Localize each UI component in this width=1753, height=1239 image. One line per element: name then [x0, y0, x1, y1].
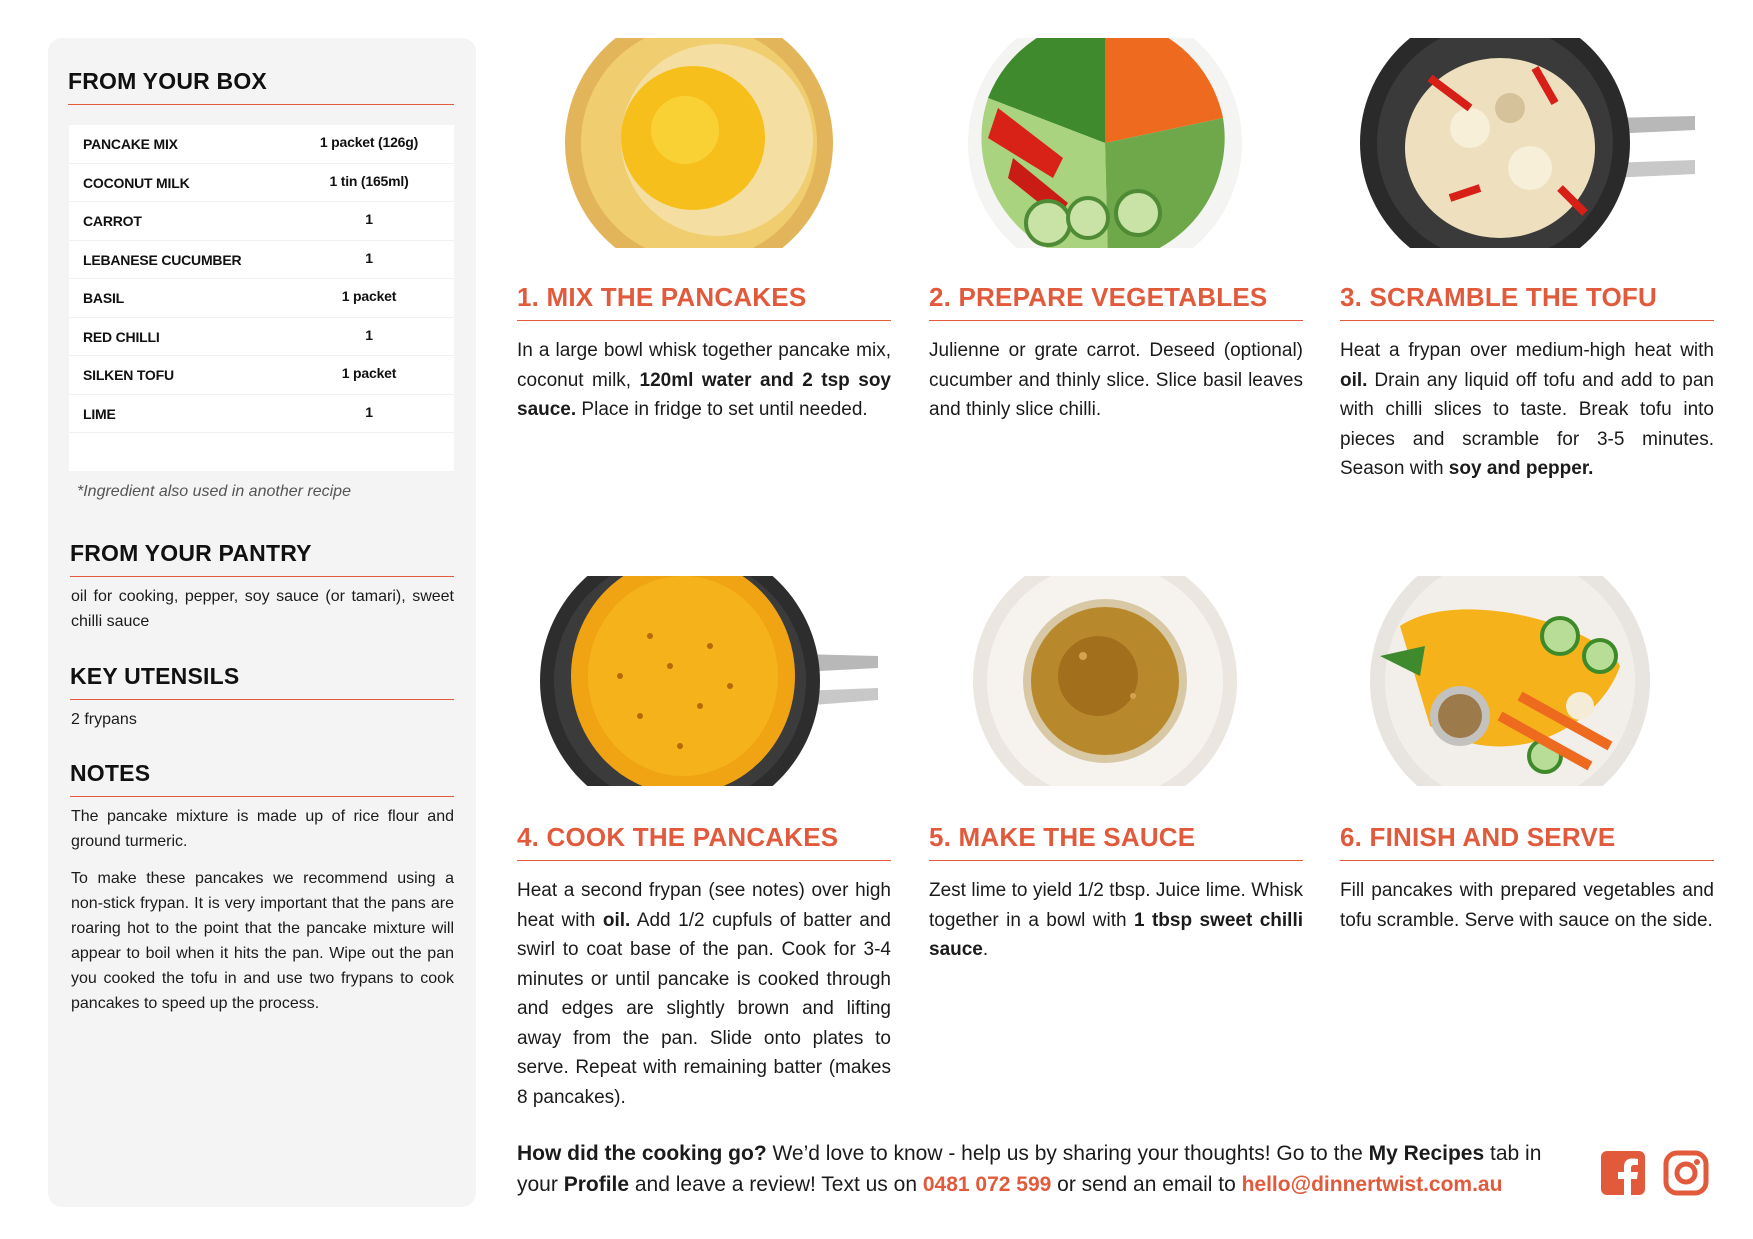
step-5-photo: [973, 576, 1238, 786]
ingredient-qty: 1: [365, 249, 373, 266]
step-1-rule: [517, 320, 891, 321]
ingredient-name: BASIL: [83, 290, 125, 306]
step-4-text: Heat a second frypan (see notes) over high heat with oil. Add 1/2 cupfuls of batter and swirl to coat base of the pan. Cook for 3-4 minutes or until pancake is cooked through and edges are slightly brown and lifting away from the pan. Slide onto plates to serve. Repeat with remaining batter (makes 8 pancakes).: [517, 880, 891, 1108]
utensils-text: 2 frypans: [71, 711, 137, 728]
step-5-title: 5. MAKE THE SAUCE: [929, 822, 1196, 852]
step-3-title: 3. SCRAMBLE THE TOFU: [1340, 282, 1657, 312]
pantry-text: oil for cooking, pepper, soy sauce (or tamari), sweet chilli sauce: [71, 588, 454, 630]
ingredient-row: [69, 395, 454, 434]
email-link[interactable]: hello@dinnertwist.com.au: [1241, 1173, 1503, 1196]
phone-link[interactable]: 0481 072 599: [922, 1173, 1052, 1196]
notes-paragraph-1: The pancake mixture is made up of rice flour and ground turmeric.: [71, 808, 454, 850]
step-3-text: Heat a frypan over medium-high heat with oil. Drain any liquid off tofu and add to pan with chilli slices to taste. Break tofu into pieces and scramble for 3-5 minutes. Season with soy and pepper.: [1340, 340, 1714, 479]
ingredients-table: [69, 125, 454, 471]
feedback-message: How did the cooking go? We’d love to know - help us by sharing your thoughts! Go to the My Recipes tab in your Profile and leave a review! Text us on 0481 072 599 or send an email to hello@dinnertwist.com.au: [517, 1142, 1542, 1196]
step-1-photo: [565, 38, 833, 248]
ingredient-qty: 1: [365, 403, 373, 420]
ingredient-name: CARROT: [83, 213, 142, 229]
my-recipes-ref: My Recipes: [1368, 1142, 1485, 1165]
ingredient-row: [69, 125, 454, 164]
notes-heading: NOTES: [70, 760, 151, 786]
notes-heading-rule: [70, 796, 454, 797]
pantry-heading-rule: [70, 576, 454, 577]
ingredient-qty: 1: [365, 211, 373, 227]
step-2-title: 2. PREPARE VEGETABLES: [929, 282, 1268, 312]
step-3-photo: [1360, 38, 1700, 248]
from-your-pantry-heading: FROM YOUR PANTRY: [70, 540, 312, 566]
ingredient-footnote: *Ingredient also used in another recipe: [77, 483, 351, 500]
instagram-icon[interactable]: [1663, 1150, 1709, 1196]
step-2-photo: [968, 38, 1243, 248]
box-heading-rule: [68, 104, 454, 105]
step-6-text: Fill pancakes with prepared vegetables and tofu scramble. Serve with sauce on the side.: [1340, 880, 1714, 931]
ingredient-name: LEBANESE CUCUMBER: [83, 251, 242, 268]
ingredient-row: [69, 356, 454, 395]
step-4-photo: [540, 576, 880, 786]
facebook-icon[interactable]: [1600, 1150, 1646, 1196]
step-1-title: 1. MIX THE PANCAKES: [517, 282, 807, 312]
feedback-question: How did the cooking go?: [517, 1142, 767, 1165]
ingredient-qty: 1 tin (165ml): [329, 172, 409, 189]
step-5-rule: [929, 860, 1303, 861]
ingredient-name: RED CHILLI: [83, 328, 160, 345]
step-1-text: In a large bowl whisk together pancake mix, coconut milk, 120ml water and 2 tsp soy sauce. Place in fridge to set until needed.: [517, 340, 891, 420]
step-4-rule: [517, 860, 891, 861]
notes-paragraph-2: To make these pancakes we recommend using a non-stick frypan. It is very important that the pans are roaring hot to the point that the pancake mixture will appear to boil when it hits the pan. Wipe out the pan you cooked the tofu in and use two frypans to cook pancakes to speed up the process.: [71, 870, 454, 1012]
ingredient-row: [69, 279, 454, 318]
step-2-rule: [929, 320, 1303, 321]
ingredient-row: [69, 318, 454, 357]
ingredient-name: COCONUT MILK: [83, 174, 190, 191]
step-6-title: 6. FINISH AND SERVE: [1340, 822, 1616, 852]
step-6-photo: [1370, 576, 1650, 786]
profile-ref: Profile: [563, 1173, 630, 1196]
from-your-box-heading: FROM YOUR BOX: [68, 68, 267, 94]
step-3-rule: [1340, 320, 1714, 321]
ingredient-qty: 1: [365, 326, 373, 343]
step-4-title: 4. COOK THE PANCAKES: [517, 822, 839, 852]
ingredient-name: SILKEN TOFU: [83, 367, 174, 383]
ingredient-qty: 1 packet: [341, 288, 397, 304]
ingredient-qty: 1 packet (126g): [319, 134, 419, 150]
ingredient-name: PANCAKE MIX: [83, 136, 178, 152]
ingredients-sidebar: [48, 38, 476, 1207]
ingredient-name: LIME: [83, 405, 116, 422]
step-6-rule: [1340, 860, 1714, 861]
utensils-heading-rule: [70, 699, 454, 700]
ingredient-row: [69, 164, 454, 203]
step-2-text: Julienne or grate carrot. Deseed (optional) cucumber and thinly slice. Slice basil leaves and thinly slice chilli.: [929, 340, 1303, 420]
ingredient-row: [69, 202, 454, 241]
key-utensils-heading: KEY UTENSILS: [70, 663, 240, 689]
ingredient-row: [69, 241, 454, 280]
ingredient-qty: 1 packet: [341, 365, 397, 381]
step-5-text: Zest lime to yield 1/2 tbsp. Juice lime. Whisk together in a bowl with 1 tbsp sweet chilli sauce.: [929, 880, 1303, 960]
